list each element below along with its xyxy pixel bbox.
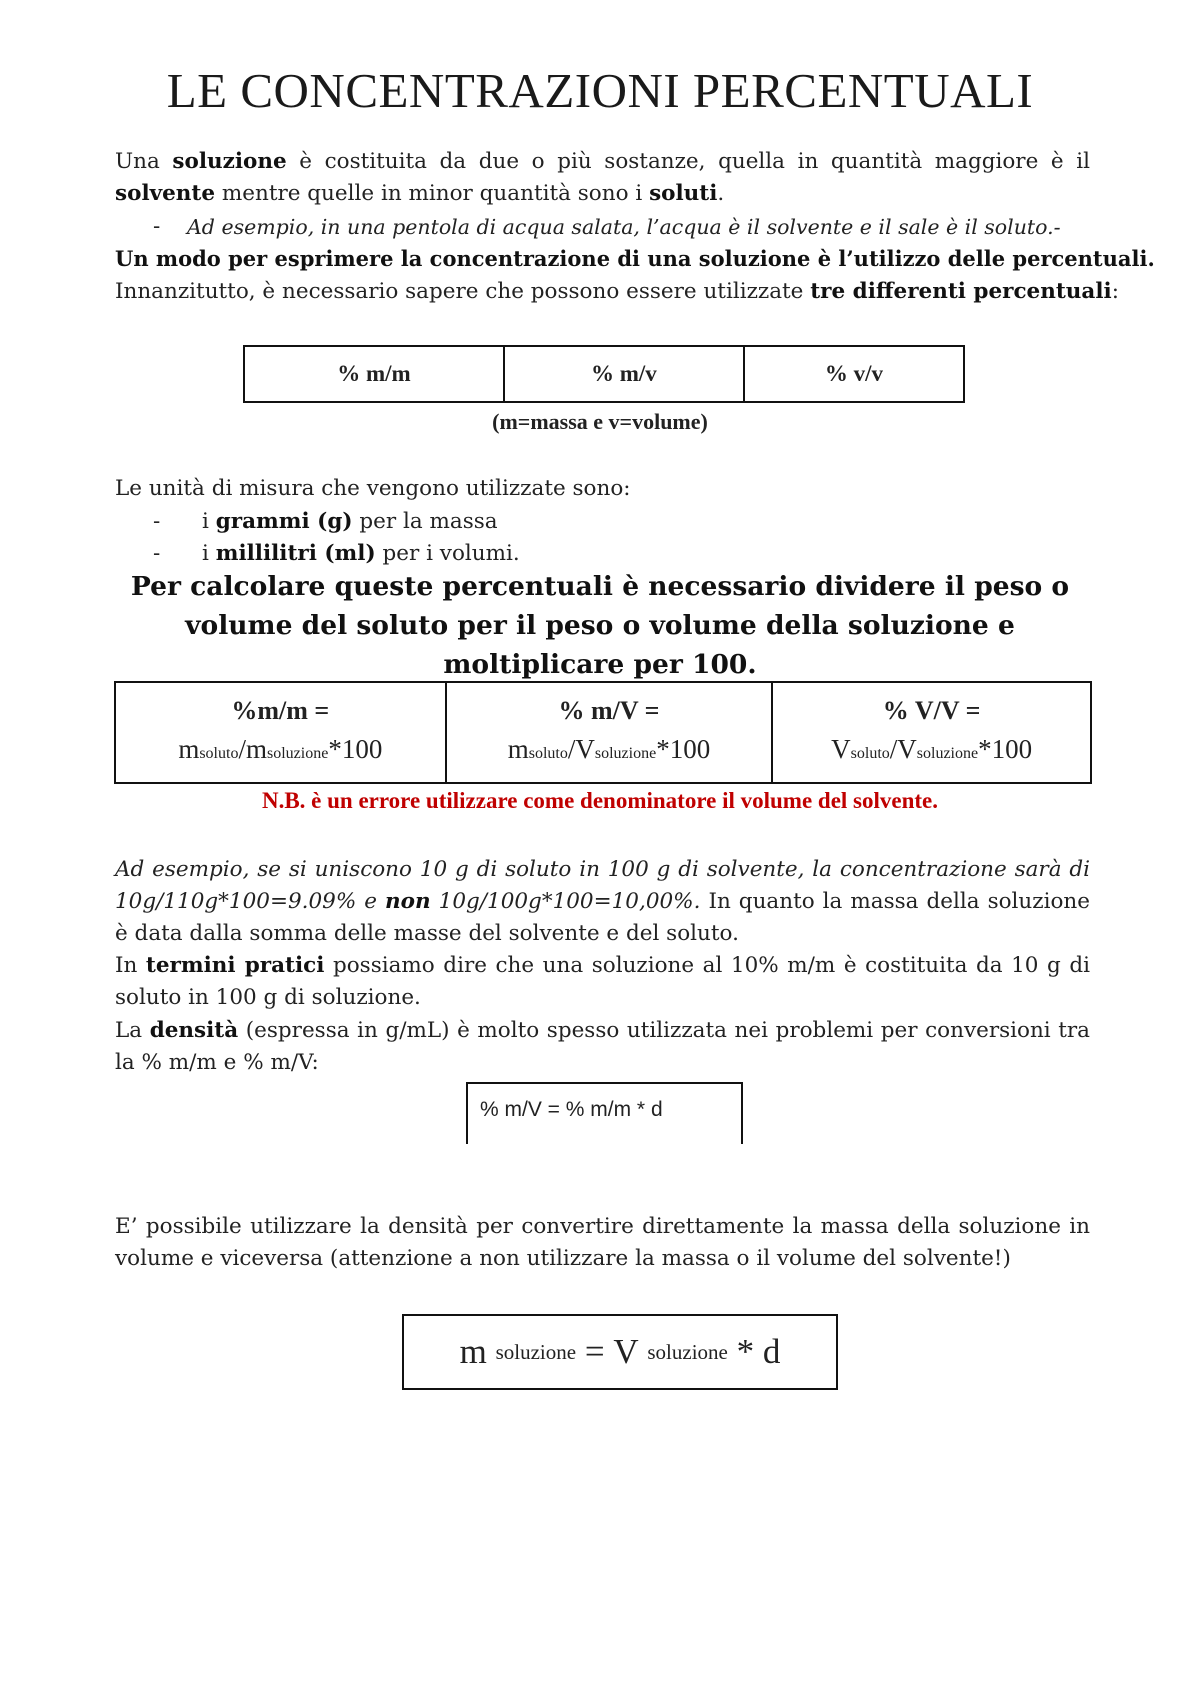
- intro-text: mentre quelle in minor quantità sono i: [215, 181, 650, 206]
- practical-paragraph: [115, 950, 1090, 1014]
- symbol: *100: [978, 734, 1033, 764]
- term-termini-pratici: termini pratici: [145, 953, 325, 978]
- intro-text: è costituita da due o più sostanze, quella in quantità maggiore è il: [286, 149, 1090, 174]
- units-text: i: [202, 541, 216, 566]
- bold-statement: Un modo per esprimere la concentrazione di una soluzione è l’utilizzo delle percentuali.: [115, 246, 1155, 271]
- intro-text: .: [717, 181, 725, 206]
- symbol: m: [459, 1332, 487, 1371]
- symbol: V: [831, 734, 851, 764]
- subscript: soluzione: [266, 745, 329, 762]
- symbol: /: [238, 734, 246, 764]
- bullet-dash: -: [153, 509, 161, 534]
- symbol: V: [613, 1332, 639, 1371]
- units-text: i: [202, 509, 216, 534]
- practical-text: possiamo dire che una soluzione al 10% m/m è costituita da 10 g di soluto in 100 g di soluzione.: [115, 953, 1090, 1010]
- density-text: (espressa in g/mL) è molto spesso utilizzata nei problemi per conversioni tra la % m/m e % m/V:: [115, 1018, 1090, 1075]
- table-row: [244, 346, 964, 402]
- subscript: soluzione: [594, 745, 657, 762]
- symbol: *100: [656, 734, 711, 764]
- table-cell: % v/v: [744, 346, 964, 402]
- formula-expression: [116, 730, 445, 773]
- example-text: Ad esempio, se si uniscono 10 g di soluto in 100 g di solvente, la concentrazione sarà di 10g/110g*100=9.09% e: [115, 857, 1090, 914]
- formula-expression: [773, 730, 1090, 773]
- density-text: La: [115, 1018, 150, 1043]
- units-intro: Le unità di misura che vengono utilizzate sono:: [115, 476, 631, 501]
- example-bullet: Ad esempio, in una pentola di acqua salata, l’acqua è il solvente e il sale è il soluto.-: [187, 215, 1061, 239]
- practical-text: In: [115, 953, 146, 978]
- percentage-types-table: [243, 345, 965, 403]
- density-paragraph: [115, 1015, 1090, 1079]
- symbol: m: [245, 734, 267, 764]
- term-solvente: solvente: [115, 181, 216, 206]
- page-title: LE CONCENTRAZIONI PERCENTUALI: [166, 63, 1034, 118]
- intro-paragraph: [115, 146, 1090, 210]
- symbol: m: [507, 734, 529, 764]
- subscript: soluzione: [647, 1339, 728, 1364]
- units-item-grams: [202, 506, 498, 538]
- formula-cell-mm: [115, 682, 446, 783]
- nb-warning: N.B. è un errore utilizzare come denominatore il volume del solvente.: [261, 788, 939, 813]
- bullet-dash: -: [153, 214, 161, 239]
- subscript: soluto: [528, 745, 568, 762]
- subscript: soluzione: [495, 1339, 577, 1364]
- percentages-intro-text: Innanzitutto, è necessario sapere che possono essere utilizzate: [115, 279, 811, 304]
- example-paragraph: [115, 854, 1090, 950]
- bullet-dash: -: [153, 541, 161, 566]
- density-formula-box: [466, 1082, 743, 1144]
- example-text: 10g/100g*100=10,00%.: [430, 889, 701, 914]
- term-tre-percentuali: tre differenti percentuali: [810, 279, 1112, 304]
- units-term: grammi (g): [215, 509, 353, 534]
- subscript: soluto: [199, 745, 239, 762]
- symbol: /: [567, 734, 576, 764]
- term-soluti: soluti: [649, 181, 718, 206]
- symbol: =: [576, 1332, 614, 1371]
- symbol: m: [178, 734, 200, 764]
- units-text: per la massa: [352, 509, 498, 534]
- term-soluzione: soluzione: [172, 149, 287, 174]
- formula-head: % m/V =: [558, 696, 660, 725]
- percentages-intro: [115, 276, 1119, 308]
- table-row: [115, 682, 1091, 783]
- symbol: *100: [328, 734, 383, 764]
- symbol: V: [575, 734, 595, 764]
- formula-expression: [447, 730, 772, 773]
- symbol: /: [889, 734, 898, 764]
- conversion-paragraph: E’ possibile utilizzare la densità per convertire direttamente la massa della soluzione in volume e viceversa (attenzione a non utilizzare la massa o il volume del solvente!): [115, 1214, 1090, 1271]
- subscript: soluto: [850, 745, 890, 762]
- intro-text: Una: [115, 149, 173, 174]
- formula-cell-vv: [772, 682, 1091, 783]
- formula-head: %m/m =: [231, 696, 330, 725]
- table-caption: (m=massa e v=volume): [492, 409, 708, 434]
- formula-head: % V/V =: [882, 696, 981, 725]
- symbol: * d: [727, 1332, 781, 1371]
- example-text: In quanto la massa della soluzione è data dalla somma delle masse del solvente e del soluto.: [115, 889, 1090, 946]
- density-formula: % m/V = % m/m * d: [480, 1098, 663, 1121]
- units-text: per i volumi.: [375, 541, 520, 566]
- symbol: V: [897, 734, 917, 764]
- table-cell: % m/m: [244, 346, 504, 402]
- percentages-intro-text: :: [1111, 279, 1119, 304]
- table-cell: % m/v: [504, 346, 744, 402]
- formula-table: [114, 681, 1092, 784]
- calculation-rule: Per calcolare queste percentuali è necessario dividere il peso o volume del soluto per il peso o volume della soluzione e moltiplicare per 100.: [130, 571, 1070, 680]
- term-densita: densità: [149, 1018, 239, 1043]
- units-item-millilitres: [202, 538, 520, 570]
- formula-cell-mv: [446, 682, 773, 783]
- example-emphasis: non: [385, 889, 431, 914]
- subscript: soluzione: [916, 745, 979, 762]
- final-formula-box: [402, 1314, 838, 1390]
- units-term: millilitri (ml): [215, 541, 376, 566]
